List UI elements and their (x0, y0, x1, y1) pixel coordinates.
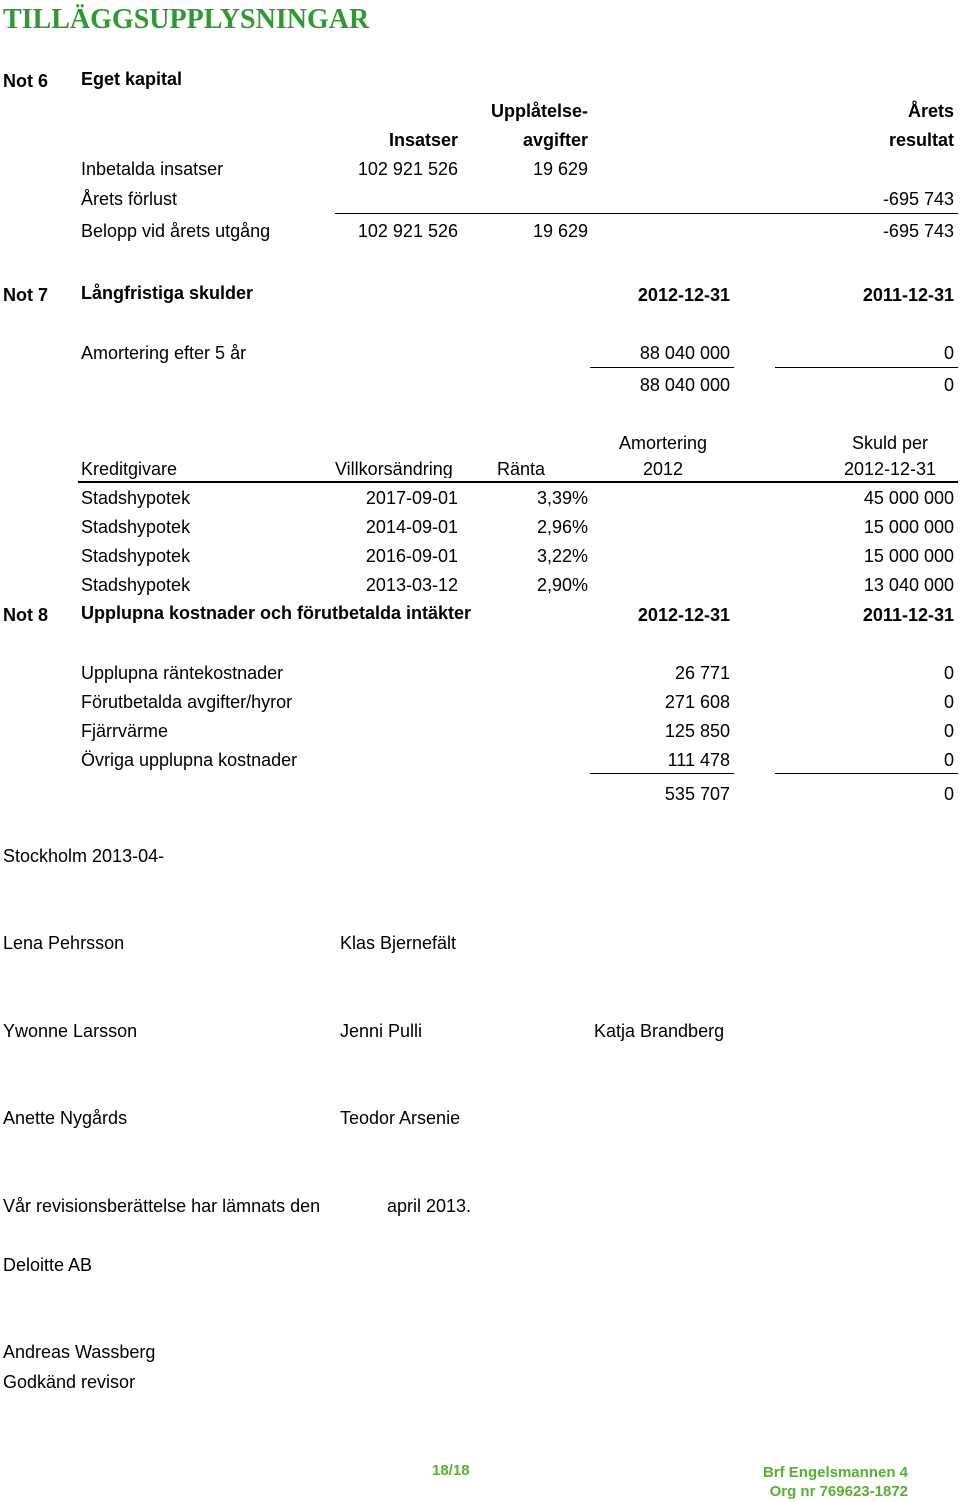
signatory-name: Ywonne Larsson (3, 1021, 138, 1041)
equity-insatser-value: 102 921 526 (357, 221, 458, 241)
col-upplatelse-line1: Upplåtelse- (490, 101, 588, 121)
equity-row-label: Årets förlust (81, 189, 178, 209)
loan-kreditgivare: Stadshypotek (81, 546, 191, 566)
note-7-heading: Långfristiga skulder (81, 283, 254, 303)
footer-org-name: Brf Engelsmannen 4 (762, 1464, 908, 1481)
col-2012-header: 2012-12-31 (637, 285, 730, 305)
divider (775, 367, 958, 368)
accrual-2011-value: 0 (943, 692, 954, 712)
signatory-name: Klas Bjernefält (340, 933, 457, 953)
accrual-2011-value: 0 (943, 663, 954, 683)
col-skuld-line1: Skuld per (851, 433, 929, 453)
divider (775, 773, 958, 774)
col-kreditgivare-header: Kreditgivare (81, 459, 178, 479)
loan-ranta: 2,96% (536, 517, 588, 537)
col-upplatelse-line2: avgifter (522, 130, 588, 150)
col-arets-line2: resultat (888, 130, 954, 150)
loan-skuld: 45 000 000 (863, 488, 954, 508)
loan-villkor: 2016-09-01 (365, 546, 458, 566)
table-header-divider (78, 481, 958, 483)
signatory-name: Jenni Pulli (340, 1021, 423, 1041)
col-2011-header: 2011-12-31 (862, 285, 954, 305)
amortization-2011-value: 0 (943, 343, 954, 363)
loan-skuld: 13 040 000 (863, 575, 954, 595)
equity-row-label: Belopp vid årets utgång (81, 221, 271, 241)
auditor-title: Godkänd revisor (3, 1372, 136, 1392)
note-8-heading: Upplupna kostnader och förutbetalda intäkter (81, 603, 472, 623)
revision-date: april 2013. (387, 1196, 472, 1216)
accrual-2012-value: 271 608 (664, 692, 730, 712)
note-8-label: Not 8 (3, 605, 48, 625)
accrual-label: Fjärrvärme (81, 721, 169, 741)
col-villkor-header: Villkorsändring (335, 460, 453, 478)
col-insatser-header: Insatser (388, 130, 458, 150)
loan-skuld: 15 000 000 (863, 546, 954, 566)
accrual-label: Övriga upplupna kostnader (81, 750, 298, 770)
accrual-total-2012: 535 707 (664, 784, 730, 804)
accrual-label: Upplupna räntekostnader (81, 663, 284, 683)
loan-villkor: 2017-09-01 (365, 488, 458, 508)
signatory-name: Anette Nygårds (3, 1108, 128, 1128)
loan-kreditgivare: Stadshypotek (81, 488, 191, 508)
amortization-2012-value: 88 040 000 (639, 343, 730, 363)
col-2012-header: 2012-12-31 (637, 605, 730, 625)
signatory-name: Teodor Arsenie (340, 1108, 461, 1128)
col-amortering-line2: 2012 (642, 459, 684, 479)
equity-insatser-value: 102 921 526 (357, 159, 458, 179)
accrual-2012-value: 26 771 (674, 663, 730, 683)
divider (590, 367, 734, 368)
equity-resultat-value: -695 743 (882, 221, 954, 241)
loan-skuld: 15 000 000 (863, 517, 954, 537)
loan-ranta: 3,22% (536, 546, 588, 566)
page-title: TILLÄGGSUPPLYSNINGAR (3, 4, 370, 35)
divider (590, 773, 734, 774)
accrual-2012-value: 125 850 (664, 721, 730, 741)
loan-ranta: 3,39% (536, 488, 588, 508)
amortization-label: Amortering efter 5 år (81, 343, 247, 363)
long-term-debt-total-2011: 0 (943, 375, 954, 395)
loan-villkor: 2014-09-01 (365, 517, 458, 537)
accrual-total-2011: 0 (943, 784, 954, 804)
col-ranta-header: Ränta (497, 459, 546, 479)
note-6-heading: Eget kapital (81, 69, 183, 89)
divider (335, 213, 958, 214)
note-6-label: Not 6 (3, 71, 48, 91)
equity-resultat-value: -695 743 (882, 189, 954, 209)
signatory-name: Lena Pehrsson (3, 933, 125, 953)
col-arets-line1: Årets (907, 101, 954, 121)
long-term-debt-total-2012: 88 040 000 (639, 375, 730, 395)
equity-avgifter-value: 19 629 (532, 221, 588, 241)
accrual-2011-value: 0 (943, 750, 954, 770)
loan-kreditgivare: Stadshypotek (81, 575, 191, 595)
col-amortering-line1: Amortering (618, 433, 708, 453)
place-date: Stockholm 2013-04- (3, 846, 165, 866)
accrual-label: Förutbetalda avgifter/hyror (81, 692, 293, 712)
page-number: 18/18 (432, 1462, 470, 1479)
footer-org-nr: Org nr 769623-1872 (769, 1483, 908, 1500)
loan-kreditgivare: Stadshypotek (81, 517, 191, 537)
equity-avgifter-value: 19 629 (532, 159, 588, 179)
loan-villkor: 2013-03-12 (365, 575, 458, 595)
auditor-name: Andreas Wassberg (3, 1342, 156, 1362)
accrual-2012-value: 111 478 (667, 750, 730, 770)
signatory-name: Katja Brandberg (594, 1021, 725, 1041)
col-2011-header: 2011-12-31 (862, 605, 954, 625)
equity-row-label: Inbetalda insatser (81, 159, 224, 179)
accrual-2011-value: 0 (943, 721, 954, 741)
revision-statement: Vår revisionsberättelse har lämnats den (3, 1196, 321, 1216)
loan-ranta: 2,90% (536, 575, 588, 595)
col-skuld-line2: 2012-12-31 (843, 459, 937, 479)
note-7-label: Not 7 (3, 285, 48, 305)
audit-firm: Deloitte AB (3, 1255, 93, 1275)
